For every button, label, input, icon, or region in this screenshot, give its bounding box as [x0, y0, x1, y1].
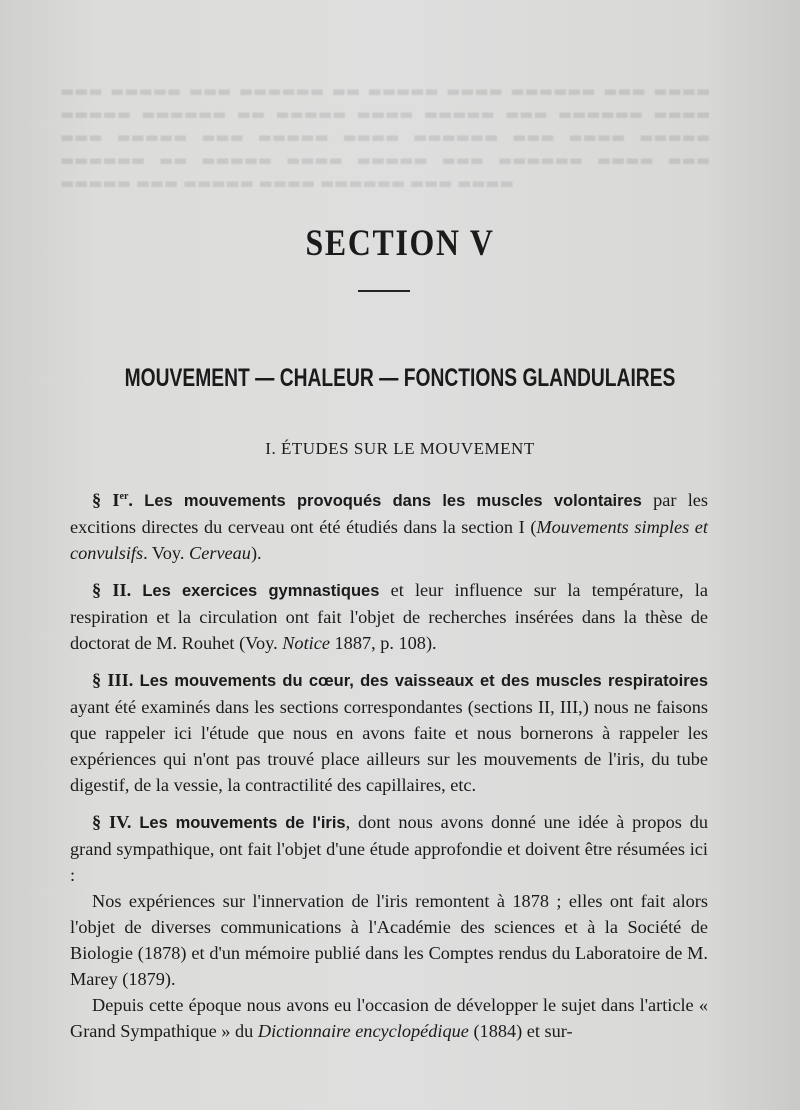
paragraph-heading: Les exercices gymnastiques — [142, 582, 380, 601]
body-text — [70, 484, 708, 1044]
title-divider — [358, 290, 410, 292]
paragraph-number: § IV. — [92, 812, 132, 833]
paragraph-2: § II. Les exercices gymnastiques et leur influence sur la température, la respiration et la circulation ont fait l'objet de recherches insérées dans la thèse de doctorat de M. Rouhet (Voy. Notice 1887, p. 108). — [70, 580, 708, 654]
section-title: SECTION V — [305, 223, 495, 264]
paragraph-number: § II. — [92, 580, 132, 601]
paragraph-heading: Les mouvements de l'iris — [139, 814, 346, 833]
paragraph-heading: Les mouvements provoqués dans les muscles volontaires — [144, 492, 642, 511]
paragraph-5: Nos expériences sur l'innervation de l'iris remontent à 1878 ; elles ont fait alors l'objet de diverses communications à l'Académie des sciences et à la Société de Biologie (1878) et d'un mémoire publié dans les Comptes rendus du Laboratoire de M. Marey (1879). — [70, 891, 708, 990]
show-through-text: ▬▬▬ ▬▬▬▬▬ ▬▬▬ ▬▬▬▬▬▬ ▬▬ ▬▬▬▬▬ ▬▬▬▬ ▬▬▬▬▬▬ ▬▬▬ ▬▬▬▬ ▬▬▬▬▬ ▬▬▬▬▬▬ ▬▬ ▬▬▬▬▬ ▬▬▬▬ ▬▬▬▬▬ ▬▬▬ ▬▬▬▬▬▬ ▬▬▬▬ ▬▬▬ ▬▬▬▬▬ ▬▬▬ ▬▬▬▬▬ ▬▬▬▬ ▬▬▬▬▬▬ ▬▬▬ ▬▬▬▬ ▬▬▬▬▬ ▬▬▬▬▬▬ ▬▬ ▬▬▬▬▬ ▬▬▬▬ ▬▬▬▬▬ ▬▬▬ ▬▬▬▬▬▬ ▬▬▬▬ ▬▬▬ ▬▬▬▬▬ ▬▬▬ ▬▬▬▬▬ ▬▬▬▬ ▬▬▬▬▬▬ ▬▬▬ ▬▬▬▬ — [60, 82, 710, 192]
paragraph-number: § III. — [92, 670, 134, 691]
paragraph-number: § Ier. — [92, 490, 133, 511]
paragraph-3: § III. Les mouvements du cœur, des vaisseaux et des muscles respiratoires ayant été examinés dans les sections correspondantes (sections II, III,) nous ne faisons que rappeler ici l'étude que nous en avons faite et nous bornerons à rappeler les expériences qui n'ont pas trouvé place ailleurs sur les mouvements de l'iris, du tube digestif, de la vessie, la contractilité des capillaires, etc. — [70, 670, 708, 796]
subsection-title: I. ÉTUDES SUR LE MOUVEMENT — [265, 439, 535, 458]
paragraph-4: § IV. Les mouvements de l'iris, dont nous avons donné une idée à propos du grand sympathique, ont fait l'objet d'une étude approfondie et doivent être résumées ici : — [70, 812, 708, 886]
paragraph-heading: Les mouvements du cœur, des vaisseaux et des muscles respiratoires — [139, 672, 708, 691]
paragraph-1: § Ier. Les mouvements provoqués dans les muscles volontaires par les excitions directes du cerveau ont été étudiés dans la section I (Mouvements simples et convulsifs. Voy. Cerveau). — [70, 490, 709, 564]
paragraph-6: Depuis cette époque nous avons eu l'occasion de développer le sujet dans l'article « Grand Sympathique » du Dictionnaire encyclopédique (1884) et sur- — [70, 995, 708, 1042]
main-title: MOUVEMENT — CHALEUR — FONCTIONS GLANDULAIRES — [124, 364, 676, 392]
